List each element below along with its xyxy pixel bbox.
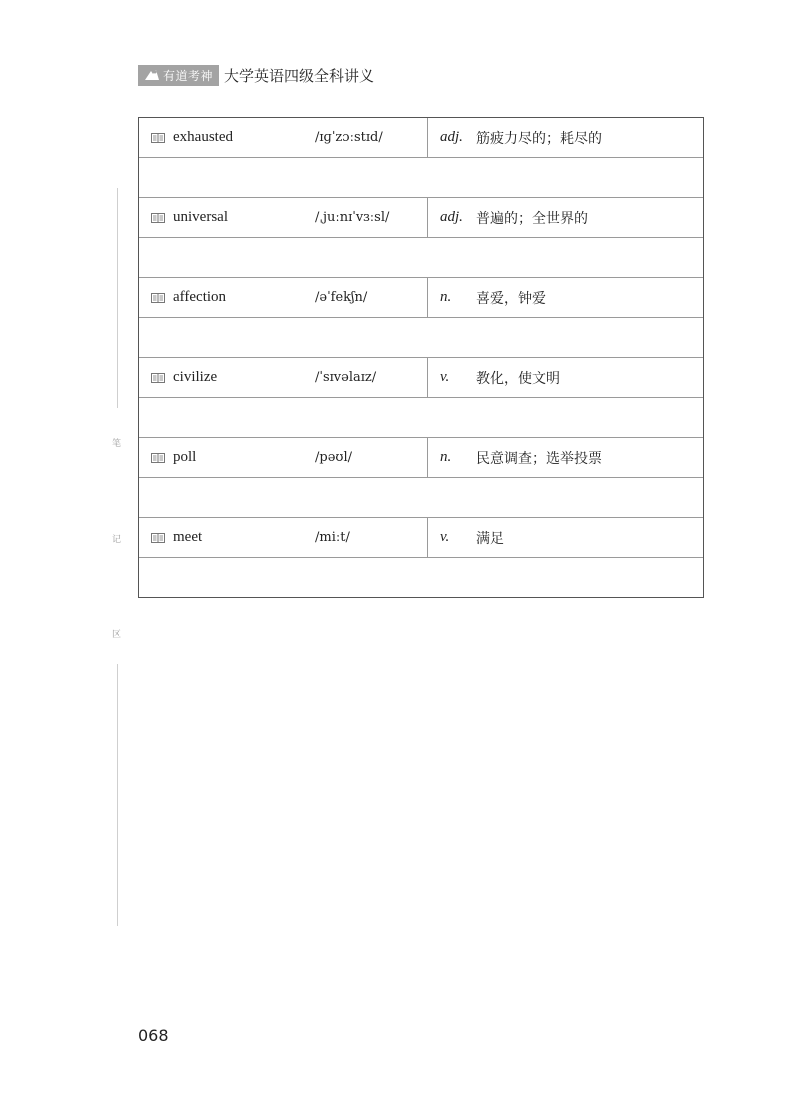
vocab-meaning: 教化，使文明 bbox=[476, 370, 560, 387]
vocab-definition-cell bbox=[427, 518, 703, 557]
vocab-phonetic: /ˌjuːnɪˈvɜːsl/ bbox=[315, 210, 390, 225]
vocab-note-row bbox=[139, 318, 703, 358]
vocab-row bbox=[139, 198, 703, 238]
book-icon bbox=[151, 133, 165, 143]
vocab-meaning: 普遍的；全世界的 bbox=[476, 210, 588, 227]
book-icon bbox=[151, 453, 165, 463]
brand-name: 有道考神 bbox=[163, 68, 214, 83]
vocab-definition-cell bbox=[427, 118, 703, 157]
vocab-phonetic: /əˈfekʃn/ bbox=[315, 290, 368, 305]
page-number: 068 bbox=[138, 1026, 169, 1045]
book-icon bbox=[151, 533, 165, 543]
vocab-meaning: 民意调查；选举投票 bbox=[476, 450, 602, 467]
book-title: 大学英语四级全科讲义 bbox=[224, 66, 375, 85]
vocab-pos: n. bbox=[440, 449, 452, 465]
vocab-pos: v. bbox=[440, 369, 450, 385]
vocab-word: civilize bbox=[173, 369, 218, 385]
page-header bbox=[138, 64, 374, 86]
vocab-row bbox=[139, 118, 703, 158]
vocab-pos: adj. bbox=[440, 129, 463, 145]
vocab-word-cell bbox=[139, 289, 315, 306]
vocab-word-cell bbox=[139, 529, 315, 546]
vocab-row bbox=[139, 438, 703, 478]
notes-margin-char: 区 bbox=[112, 630, 122, 640]
brand-badge bbox=[138, 65, 219, 86]
notes-margin-char: 笔 bbox=[112, 439, 122, 449]
vocab-phonetic: /ˈsɪvəlaɪz/ bbox=[315, 370, 377, 385]
vocab-pos: v. bbox=[440, 529, 450, 545]
book-icon bbox=[151, 213, 165, 223]
vocab-definition-cell bbox=[427, 438, 703, 477]
vocab-phonetic: /ɪɡˈzɔːstɪd/ bbox=[315, 130, 383, 145]
vocab-definition-cell bbox=[427, 278, 703, 317]
vocab-word-cell bbox=[139, 129, 315, 146]
vocab-word-cell bbox=[139, 209, 315, 226]
vocab-word: universal bbox=[173, 209, 228, 225]
vocab-note-row bbox=[139, 398, 703, 438]
vocab-meaning: 满足 bbox=[476, 530, 504, 547]
vocab-phonetic: /pəʊl/ bbox=[315, 450, 352, 465]
vocab-word-cell bbox=[139, 369, 315, 386]
vocab-word: poll bbox=[173, 449, 197, 465]
notes-margin-line-bottom bbox=[117, 664, 118, 926]
vocab-table bbox=[138, 117, 704, 598]
vocab-definition-cell bbox=[427, 198, 703, 237]
vocab-word-cell bbox=[139, 449, 315, 466]
vocab-word: meet bbox=[173, 529, 203, 545]
brand-logo-icon bbox=[144, 68, 160, 82]
notes-margin-char: 记 bbox=[112, 535, 122, 545]
vocab-word: affection bbox=[173, 289, 227, 305]
vocab-note-row bbox=[139, 478, 703, 518]
notes-margin-line-top bbox=[117, 188, 118, 408]
vocab-note-row bbox=[139, 558, 703, 597]
vocab-note-row bbox=[139, 158, 703, 198]
vocab-meaning: 喜爱，钟爱 bbox=[476, 290, 546, 307]
book-icon bbox=[151, 373, 165, 383]
book-icon bbox=[151, 293, 165, 303]
vocab-note-row bbox=[139, 238, 703, 278]
vocab-pos: adj. bbox=[440, 209, 463, 225]
vocab-row bbox=[139, 278, 703, 318]
vocab-definition-cell bbox=[427, 358, 703, 397]
vocab-phonetic: /miːt/ bbox=[315, 530, 350, 545]
vocab-pos: n. bbox=[440, 289, 452, 305]
vocab-row bbox=[139, 358, 703, 398]
vocab-meaning: 筋疲力尽的；耗尽的 bbox=[476, 130, 602, 147]
vocab-row bbox=[139, 518, 703, 558]
vocab-word: exhausted bbox=[173, 129, 233, 145]
